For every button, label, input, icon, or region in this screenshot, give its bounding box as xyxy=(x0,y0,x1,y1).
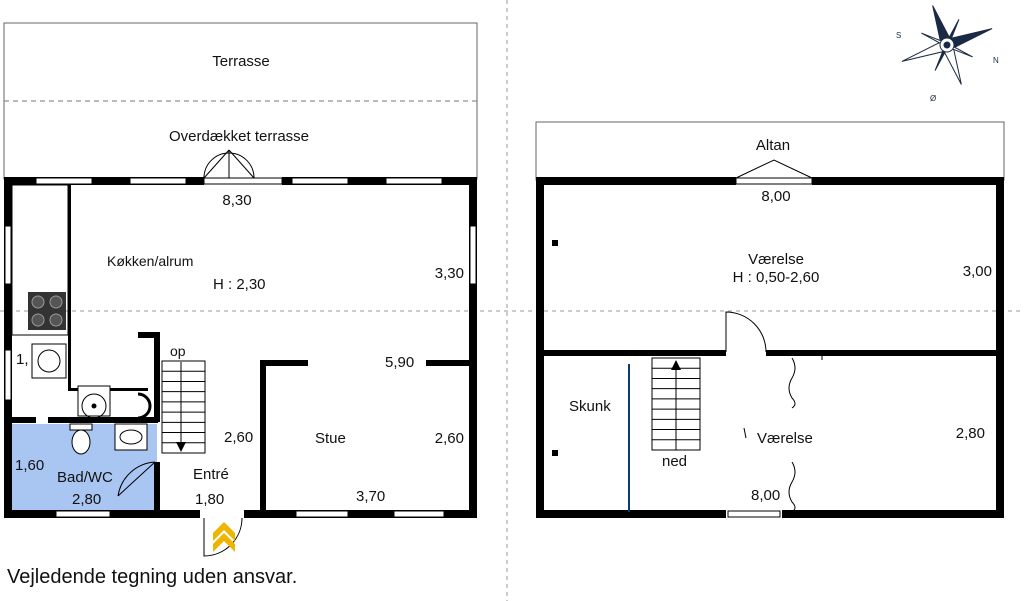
compass-o: Ø xyxy=(930,94,937,103)
upper-exterior-walls xyxy=(536,177,1004,518)
label-covered-terrace: Overdækket terrasse xyxy=(168,128,310,145)
dim-stue-width-bottom: 3,70 xyxy=(356,488,386,505)
bathroom-sink-icon xyxy=(115,424,147,450)
stove-icon xyxy=(28,292,66,330)
ceiling-slope-mark-top xyxy=(789,358,795,408)
dim-upper-width-top: 8,00 xyxy=(761,188,791,205)
disclaimer-text: Vejledende tegning uden ansvar. xyxy=(7,566,298,588)
label-entrance: Entré xyxy=(193,466,229,483)
utility-sink-icon xyxy=(78,386,110,418)
label-room1: Værelse xyxy=(748,251,804,268)
compass-rose-icon xyxy=(888,0,1007,101)
label-stairs-down: ned xyxy=(662,453,688,470)
entrance-door xyxy=(204,518,242,556)
tick-mark xyxy=(744,428,746,438)
label-stue: Stue xyxy=(315,430,346,447)
ceiling-slope-mark-bottom xyxy=(789,462,795,512)
dim-stue-width-top: 5,90 xyxy=(385,354,415,371)
dim-ground-width-top: 8,30 xyxy=(222,192,252,209)
dim-bath-depth: 1,60 xyxy=(15,457,45,474)
stairs-up xyxy=(162,361,205,453)
label-balcony: Altan xyxy=(755,137,791,154)
upper-windows xyxy=(728,511,780,517)
room-door-swing xyxy=(726,312,766,352)
label-kitchen: Køkken/alrum xyxy=(107,253,194,269)
dim-room1-depth: 3,00 xyxy=(962,263,992,280)
label-bath: Bad/WC xyxy=(57,469,113,486)
dim-ground-depth-right: 3,30 xyxy=(434,265,464,282)
terrace-door xyxy=(204,150,282,184)
label-terrace: Terrasse xyxy=(212,53,270,70)
compass-s: S xyxy=(896,31,902,40)
dim-upper-width-bottom: 8,00 xyxy=(751,487,781,504)
label-stairs-up: op xyxy=(170,343,186,359)
dim-bath-width: 2,80 xyxy=(72,491,102,508)
label-kitchen-height: H : 2,30 xyxy=(213,276,266,293)
compass-n: N xyxy=(993,56,999,65)
balcony-door xyxy=(736,160,812,184)
dim-room2-depth: 2,80 xyxy=(955,425,985,442)
dim-hall-depth: 2,60 xyxy=(224,429,254,446)
label-room2: Værelse xyxy=(757,430,813,447)
dim-entrance-width: 1,80 xyxy=(195,491,225,508)
label-eaves: Skunk xyxy=(569,398,611,415)
dim-utility-width: 1, xyxy=(16,351,29,368)
spiral-stair-icon xyxy=(138,394,150,418)
dim-stue-depth: 2,60 xyxy=(434,430,464,447)
label-room1-height: H : 0,50-2,60 xyxy=(732,269,820,286)
washing-machine-icon xyxy=(32,344,66,378)
